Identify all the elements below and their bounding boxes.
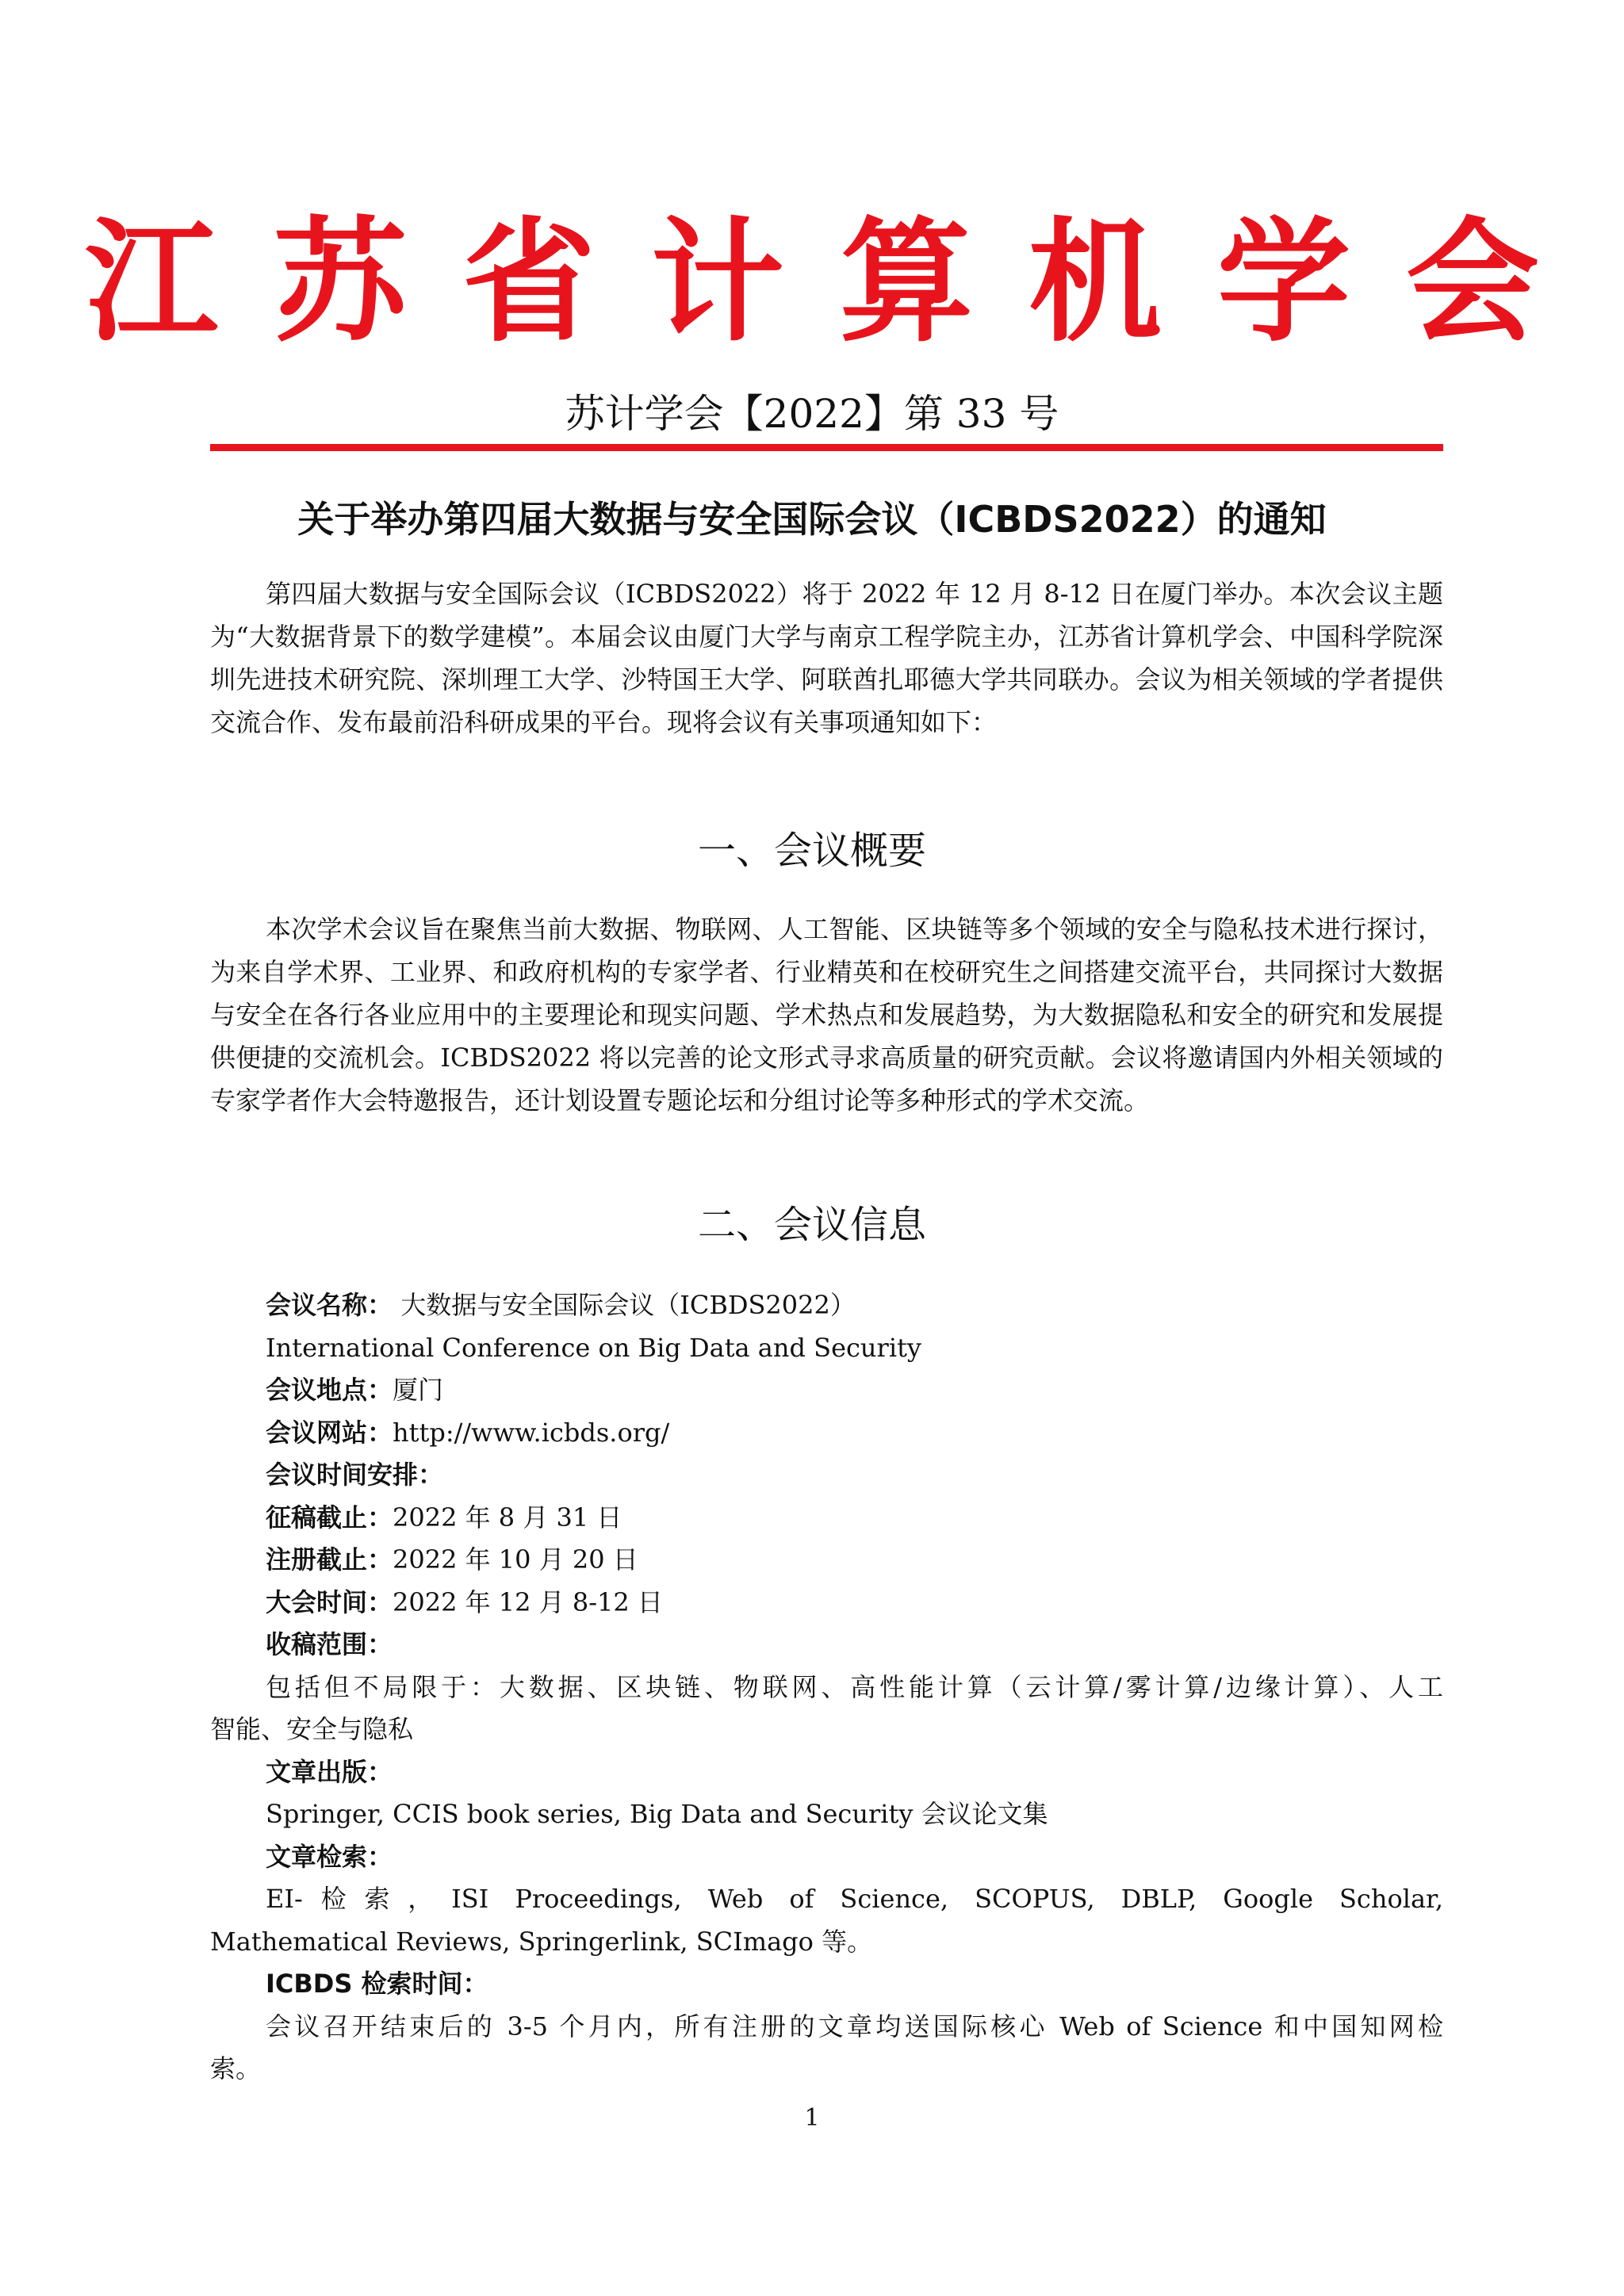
value-index-time-line1: 会议召开结束后的 3-5 个月内，所有注册的文章均送国际核心 Web of Science 和中国知网检 [266,2011,1443,2042]
value-scope-line1: 包括但不局限于：大数据、区块链、物联网、高性能计算（云计算/雾计算/边缘计算）、人工 [266,1671,1443,1702]
info-row-name [210,1284,1443,1327]
value-submission: 2022 年 8 月 31 日 [393,1502,622,1533]
info-row-registration [210,1539,1443,1582]
info-row-name-en [210,1327,1443,1370]
value-indexing-line2: Mathematical Reviews, Springerlink, SCImago 等。 [210,1926,873,1957]
info-row-index-time [210,1963,1443,2006]
value-registration: 2022 年 10 月 20 日 [393,1544,638,1575]
label-website: 会议网站： [266,1417,393,1448]
section-heading-overview: 一、会议概要 [697,828,926,873]
intro-paragraph: 第四届大数据与安全国际会议（ICBDS2022）将于 2022 年 12 月 8-12 日在厦门举办。本次会议主题为“大数据背景下的数学建模”。本届会议由厦门大学与南京工程学院主办，江苏省计算机学会、中国科学院深圳先进技术研究院、深圳理工大学、沙特国王大学、阿联酋扎耶德大学共同联办。会议为相关领域的学者提供交流合作、发布最前沿科研成果的平台。现将会议有关事项通知如下： [210,579,1443,737]
value-index-time-line2: 索。 [210,2053,262,2084]
organization-name: 江苏省计算机学会 [85,203,1595,360]
document-number: 苏计学会【2022】第 33 号 [565,391,1059,437]
value-website: http://www.icbds.org/ [393,1417,670,1448]
value-name: 大数据与安全国际会议（ICBDS2022） [400,1290,856,1320]
info-row-publication [210,1751,1443,1794]
info-row-conference-time [210,1582,1443,1624]
value-publication: Springer, CCIS book series, Big Data and Security 会议论文集 [266,1799,1048,1829]
info-row-publication-value [210,1793,1443,1836]
info-row-submission [210,1497,1443,1540]
value-scope-line2: 智能、安全与隐私 [210,1714,414,1744]
value-indexing-line1: EI-检索，ISI Proceedings, Web of Science, SCOPUS, DBLP, Google Scholar, [266,1884,1443,1914]
overview-paragraph: 本次学术会议旨在聚焦当前大数据、物联网、人工智能、区块链等多个领域的安全与隐私技术进行探讨，为来自学术界、工业界、和政府机构的专家学者、行业精英和在校研究生之间搭建交流平台，共同探讨大数据与安全在各行各业应用中的主要理论和现实问题、学术热点和发展趋势，为大数据隐私和安全的研究和发展提供便捷的交流机会。ICBDS2022 将以完善的论文形式寻求高质量的研究贡献。会议将邀请国内外相关领域的专家学者作大会特邀报告，还计划设置专题论坛和分组讨论等多种形式的学术交流。 [210,914,1443,1115]
label-indexing: 文章检索： [266,1841,393,1872]
info-row-indexing [210,1836,1443,1879]
value-name-en: International Conference on Big Data and Security [266,1332,921,1363]
label-registration: 注册截止： [266,1544,393,1575]
label-location: 会议地点： [266,1375,393,1405]
label-submission: 征稿截止： [266,1502,393,1533]
info-row-scope [210,1624,1443,1667]
value-location: 厦门 [393,1375,444,1405]
info-row-website [210,1412,1443,1455]
label-name: 会议名称： [266,1290,393,1320]
section-heading-info: 二、会议信息 [697,1203,926,1247]
page-number: 1 [804,2104,820,2132]
label-index-time: ICBDS 检索时间： [266,1969,488,1999]
notice-title: 关于举办第四届大数据与安全国际会议（ICBDS2022）的通知 [297,498,1327,541]
label-schedule: 会议时间安排： [266,1460,444,1490]
conference-info [210,1284,1443,2091]
label-publication: 文章出版： [266,1756,393,1787]
info-row-schedule [210,1454,1443,1497]
value-conference-time: 2022 年 12 月 8-12 日 [393,1586,663,1617]
label-scope: 收稿范围： [266,1629,393,1659]
info-row-location [210,1369,1443,1412]
label-conference-time: 大会时间： [266,1586,393,1617]
red-divider-line [210,444,1443,451]
